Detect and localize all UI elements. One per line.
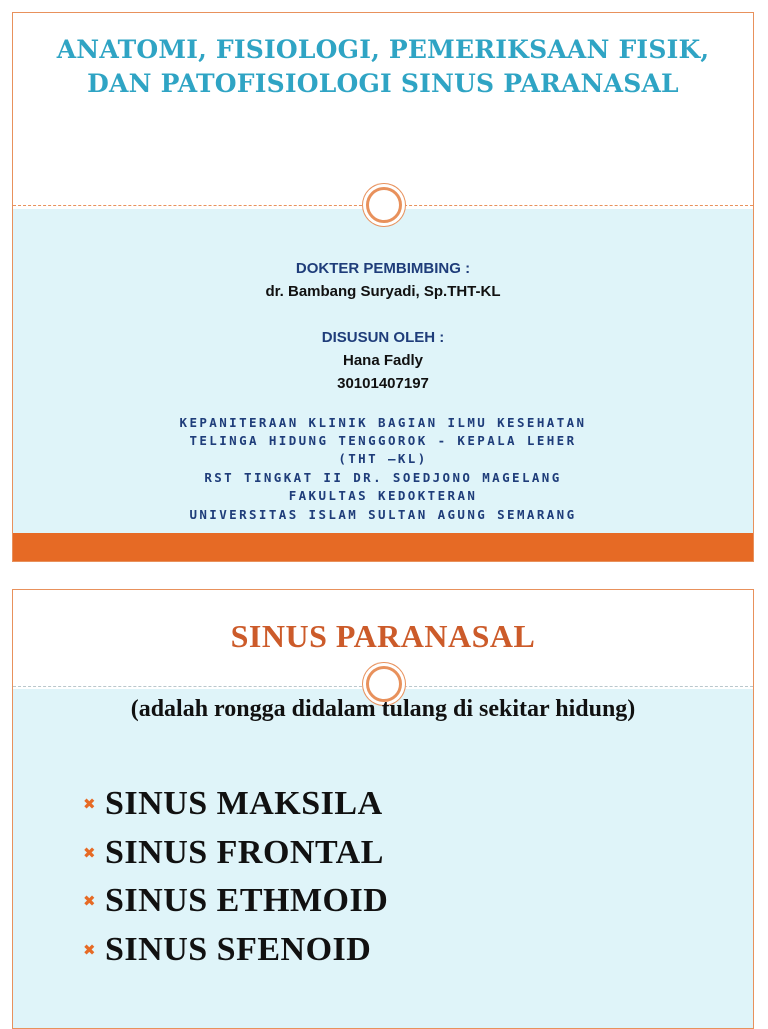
author-name: Hana Fadly (342, 352, 424, 369)
supervisor-name: dr. Bambang Suryadi, Sp.THT-KL (265, 283, 501, 300)
list-item (83, 877, 388, 926)
title-slide (12, 12, 754, 562)
x-bullet-icon: ✖ (83, 940, 96, 959)
supervisor-label: DOKTER PEMBIMBING : (295, 260, 471, 277)
list-item-text: SINUS SFENOID (105, 930, 372, 968)
x-bullet-icon: ✖ (83, 795, 96, 814)
title-area (13, 13, 753, 206)
institution-line: TELINGA HIDUNG TENGGOROK - KEPALA LEHER (189, 433, 577, 448)
list-item (83, 780, 388, 829)
author-label: DISUSUN OLEH : (321, 329, 445, 346)
institution-line: (THT –KL) (338, 451, 428, 466)
slide-subtitle: (adalah rongga didalam tulang di sekitar hidung) (130, 696, 636, 722)
slide-title: SINUS PARANASAL (230, 618, 536, 654)
list-item-text: SINUS MAKSILA (105, 785, 383, 823)
list-item-text: SINUS ETHMOID (105, 882, 389, 920)
institution-line: FAKULTAS KEDOKTERAN (288, 488, 478, 503)
author-student-id: 30101407197 (337, 375, 429, 392)
institution-line: RST TINGKAT II DR. SOEDJONO MAGELANG (204, 470, 562, 485)
footer-accent-bar (13, 533, 753, 561)
x-bullet-icon: ✖ (83, 843, 96, 862)
content-area (13, 209, 753, 535)
list-item (83, 926, 388, 975)
presentation-title: ANATOMI, FISIOLOGI, PEMERIKSAAN FISIK, DAN PATOFISIOLOGI SINUS PARANASAL (56, 35, 710, 98)
institution-line: UNIVERSITAS ISLAM SULTAN AGUNG SEMARANG (189, 507, 577, 522)
list-item (83, 829, 388, 878)
x-bullet-icon: ✖ (83, 892, 96, 911)
content-slide (12, 589, 754, 1029)
list-item-text: SINUS FRONTAL (105, 833, 384, 871)
sinus-list (83, 780, 388, 974)
divider-circle-ornament (366, 187, 402, 223)
institution-line: KEPANITERAAN KLINIK BAGIAN ILMU KESEHATAN (179, 415, 587, 430)
